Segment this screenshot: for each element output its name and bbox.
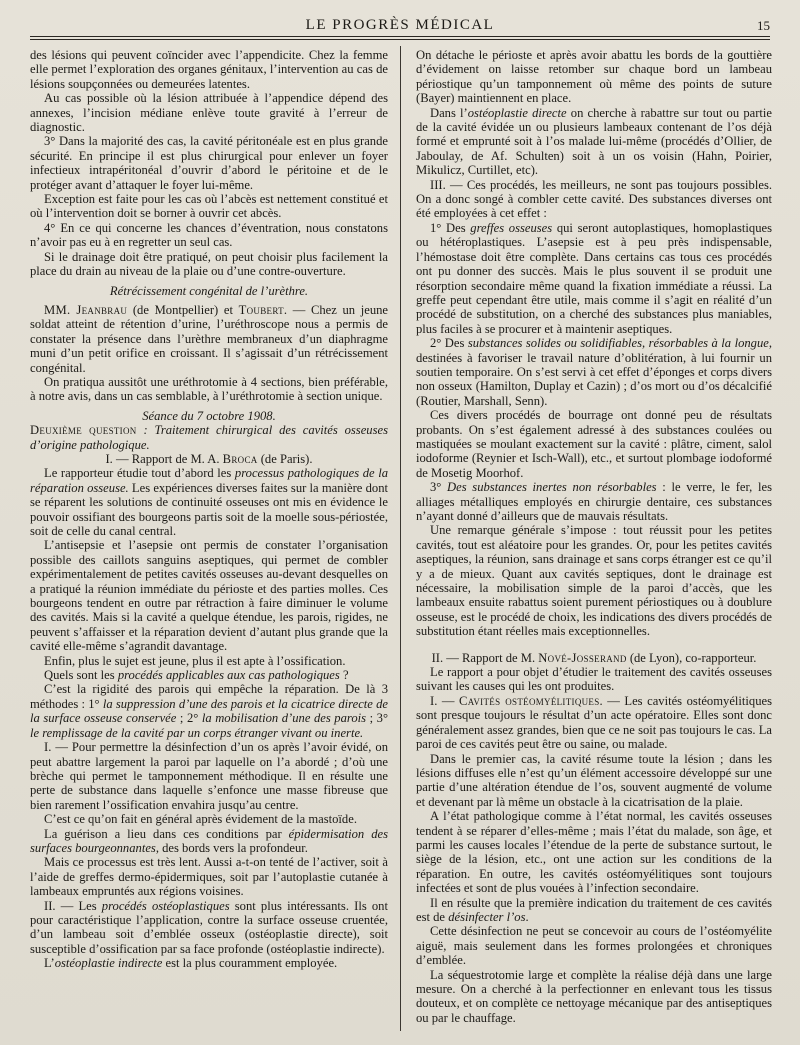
italic-run: procédés applicables aux cas pathologiques: [117, 668, 340, 683]
italic-run: ostéoplastie indirecte: [54, 956, 163, 971]
italic-run: épidermisation des surfaces bourgeonnantes: [30, 826, 388, 855]
text-run: .: [525, 909, 529, 924]
paragraph: L’antisepsie et l’asepsie ont permis de constater l’organisation possible des caillots sanguins aseptiques, qui permet de combler expérimentalement de petites cavités osseuses au-devant desquelles on a pratiqué la réunion immédiate du périoste et des parties molles. Ces bourgeons tendent en outre par rétraction à faire diminuer le volume des cavités. Mais si la cavité a quelque étendue, les parois, rigides, ne peuvent s’affaisser et la réparation devient d’autant plus grande que la cavité elle-même s’agrandit davantage.: [30, 538, 388, 654]
text-run: L’: [44, 956, 55, 971]
paragraph: Mais ce processus est très lent. Aussi a-t-on tenté de l’activer, soit à l’aide de greffes dermo-épidermiques, soit par l’autoplastie cutanée à lambeaux empruntés aux régions voisines.: [30, 855, 388, 899]
text-run: II. — Rapport de M.: [431, 650, 539, 665]
text-run: 1° Des: [430, 220, 471, 235]
left-column: [30, 48, 388, 971]
text-run: (de Montpellier) et: [127, 302, 239, 317]
page-number: 15: [757, 18, 770, 33]
text-run: Dans l’: [430, 105, 468, 120]
journal-title: LE PROGRÈS MÉDICAL: [305, 16, 495, 33]
text-run: Le rapporteur étudie tout d’abord les: [44, 466, 235, 481]
text-run: est la plus couramment employée.: [162, 956, 338, 971]
paragraph: [416, 694, 772, 752]
paragraph: [416, 106, 772, 178]
paragraph: Si le drainage doit être pratiqué, on peut choisir plus facilement la place du drain au niveau de la plaie ou d’une contre-ouverture.: [30, 249, 388, 279]
author-name: MM. Jeanbrau: [44, 302, 128, 317]
text-run: qui seront autoplastiques, homoplastiques ou hétéroplastiques. L’asepsie est à peu près indispensable, l’hémostase doit être complète. Dans certains cas tous ces procédés ont pu donner des succès. Mais le plus souvent il se produit une résorption secondaire même quand la fixation immédiate a réussi. La greffe peut cependant être utile, mais comme il s’agit en réalité d’un procédé de substitution, on a cherché des substances plus maniables, plus faciles à se procurer et à maintenir aseptiques.: [416, 220, 772, 336]
question-title: : Traitement chirurgical des cavités osseuses d’origine pathologique.: [30, 423, 388, 452]
italic-run: désinfecter l’os: [448, 909, 526, 924]
paragraph: Le rapport a pour objet d’étudier le traitement des cavités osseuses suivant les causes qui les ont produites.: [416, 665, 772, 694]
header-rule-bottom: [30, 39, 770, 40]
italic-run: processus pathologiques de la réparation osseuse.: [30, 466, 389, 495]
paragraph: 3° Dans la majorité des cas, la cavité péritonéale est en plus grande sécurité. En principe il est plus chirurgical pour enlever un foyer infectieux intrapéritonéal d’ouvrir d’abord le péritoine et de le protéger avant d’attaquer le foyer lui-même.: [30, 134, 388, 192]
question-label: Deuxième question: [30, 423, 137, 438]
text-run: ; 3°: [366, 711, 388, 726]
right-column: [416, 48, 772, 1025]
paragraph: Au cas possible où la lésion attribuée à l’appendice dépend des annexes, l’incision médiane enlève toute gravité à l’erreur de diagnostic.: [30, 91, 388, 135]
paragraph: [416, 336, 772, 408]
italic-run: le remplissage de la cavité par un corps étranger vivant ou inerte.: [30, 725, 364, 740]
paragraph: On pratiqua aussitôt une uréthrotomie à 4 sections, bien préférable, à notre avis, dans un cas semblable, à l’uréthrotomie à section unique.: [30, 374, 388, 404]
paragraph: [30, 303, 388, 375]
paragraph: Une remarque générale s’impose : tout réussit pour les petites cavités, tout est aléatoire pour les grandes. Or, pour les petites cavités aseptiques, la réunion, sans drainage et sans corps étranger est ce qu’il y a de mieux. Quant aux cavités septiques, dont le drainage est nécessaire, la mobilisation simple de la paroi d’accès, que les lambeaux ensuite rabattus soient purement périostiques ou à doublure osseuse, est le procédé de choix, les indications des divers procédés de substitution étant réelles mais exceptionnelles.: [416, 523, 772, 639]
paragraph: des lésions qui peuvent coïncider avec l’appendicite. Chez la femme elle permet l’exploration des organes génitaux, l’intervention au cas de lésions soupçonnées ou demeurées latentes.: [30, 48, 388, 91]
text-run: C’est la rigidité des parois qui empêche la réparation. De là 3 méthodes : 1°: [30, 682, 388, 711]
question-heading: [30, 423, 388, 452]
paragraph: 4° En ce qui concerne les chances d’éventration, nous constatons n’avoir pas eu à en regretter un seul cas.: [30, 220, 388, 250]
text-run: ; 2°: [176, 711, 202, 726]
text-run: , des bords vers la profondeur.: [155, 840, 308, 855]
session-date: Séance du 7 octobre 1908.: [142, 408, 276, 423]
text-run: . — Chez un jeune soldat atteint de rétention d’urine, l’uréthroscope nous a permis de constater la présence dans l’urèthre membraneux d’un diaphragme muni d’un petit orifice en croissant. Il s’agissait d’un rétrécissement congénital.: [30, 302, 388, 375]
italic-run: substances solides ou solidifiables, résorbables à la longue: [467, 336, 769, 351]
paragraph: Ces divers procédés de bourrage ont donné peu de résultats probants. On s’est également adressé à des substances coulées ou mastiquées se moulant exactement sur la cavité : plâtre, ciment, salol iodoforme (Reynier et Isch-Wall), etc., et surtout plombage iodoformé de Mosetig Moorhof.: [416, 408, 772, 480]
text-run: on cherche à rabattre sur tout ou partie de la cavité évidée un ou plusieurs lambeaux contenant de l’os déjà formé et emprunté soit à l’os malade lui-même (procédés d’Ollier, de Jaboulay, de Af. Schulten) soit à un os voisin (Hahn, Poirier, Mikulicz, Curtillet, etc).: [416, 105, 772, 178]
paragraph: On détache le périoste et après avoir abattu les bords de la gouttière d’évidement on laisse retomber sur chaque bord un lambeau périostique qu’un tamponnement où même des points de suture (Bayer) maintiennent en place.: [416, 48, 772, 106]
paragraph: C’est ce qu’on fait en général après évidement de la mastoïde.: [44, 812, 357, 827]
author-name: Broca: [222, 451, 258, 466]
text-run: II. — Les: [44, 898, 102, 913]
section-heading: Rétrécissement congénital de l’urèthre.: [109, 283, 309, 298]
text-run: Les expériences diverses faites sur la manière dont se réparent les solutions de continuité osseuses ont mis en évidence le pouvoir ossifiant des bourgeons partis soit de la moelle sous-périostée, soit de celle du canal central.: [30, 480, 388, 538]
text-run: I. — Rapport de M. A.: [105, 451, 223, 466]
italic-run: Des substances inertes non résorbables: [447, 480, 657, 495]
report-heading: [30, 452, 388, 466]
text-run: sont plus intéressants. Ils ont pour caractéristique l’application, contre la surface osseuse cruentée, d’un lambeau soit d’emblée osseux (ostéoplastie directe), soit susceptible d’ossification par sa face profonde (ostéoplastie indirecte).: [30, 898, 388, 956]
text-run: La guérison a lieu dans ces conditions par: [44, 826, 289, 841]
text-run: Il en résulte que la première indication du traitement de ces cavités est de: [416, 895, 772, 924]
column-divider: [400, 46, 401, 1031]
paragraph: [30, 682, 388, 740]
paragraph: Cette désinfection ne peut se concevoir au cours de l’ostéomyélite aiguë, mais seulement dans les formes prolongées et chroniques d’emblée.: [416, 924, 772, 968]
text-run: : le verre, le fer, les alliages métalliques employés en chirurgie dentaire, ces substances n’ayant donné d’ailleurs que de mauvais résultats.: [416, 480, 772, 523]
paragraph: [30, 668, 388, 682]
paragraph: A l’état pathologique comme à l’état normal, les cavités osseuses tendent à se réparer d’elles-même ; mais l’état du malade, son âge, et parmi les causes locales l’étendue de la perte de substance surtout, le siège de la lésion, etc., ont une action sur les conditions de la réparation. En outre, les cavités ostéomyélitiques sont toujours infectées et sont de plus vouées à l’infection secondaire.: [416, 809, 772, 896]
text-run: Quels sont les: [44, 668, 118, 683]
text-run: (de Paris).: [257, 451, 313, 466]
text-run: . — Les cavités ostéomyélitiques sont presque toujours le résultat d’un acte opératoire. Elles sont donc généralement assez grandes, bien que ce ne soit pas toujours le cas. La paroi de ces cavités peut être ou saine, ou malade.: [416, 693, 772, 752]
italic-run: ostéoplastie directe: [467, 105, 567, 120]
text-run: , destinées à favoriser le travail nature d’oblitération, à lui fournir un soutien temporaire. On s’est servi à cet effet d’éponges et corps divers non osseux (Hamilton, Duplay et Cazin) ; d’os mort ou d’os décalcifié (Routier, Marshall, Senn).: [416, 336, 772, 408]
paragraph: [416, 480, 772, 523]
paragraph: III. — Ces procédés, les meilleurs, ne sont pas toujours possibles. On a donc songé à combler cette cavité. Des substances diverses ont été employées à cet effet :: [416, 177, 772, 221]
paragraph: [30, 466, 388, 538]
author-name: Toubert: [238, 302, 284, 317]
paragraph: [30, 899, 388, 957]
paragraph: Enfin, plus le sujet est jeune, plus il est apte à l’ossification.: [44, 653, 346, 668]
text-run: (de Lyon), co-rapporteur.: [626, 650, 757, 665]
paragraph: Dans le premier cas, la cavité résume toute la lésion ; dans les lésions diffuses elle n’est qu’un élément accessoire développé sur une partie d’une altération étendue de l’os, souvent augmenté de volume et devenant par là même un obstacle à la cicatrisation de la plaie.: [416, 751, 772, 809]
text-run: I. —: [430, 693, 460, 708]
paragraph: [416, 221, 772, 336]
text-run: 2° Des: [430, 336, 468, 351]
text-run: ?: [339, 668, 349, 683]
paragraph: [30, 956, 388, 970]
italic-run: greffes osseuses: [470, 220, 553, 235]
report-heading: [416, 651, 772, 665]
text-run: 3°: [430, 480, 448, 495]
author-name: Nové-Josserand: [538, 650, 627, 665]
running-header: [30, 14, 770, 36]
paragraph: La séquestrotomie large et complète la réalise déjà dans une large mesure. On a cherché à la perfectionner en enlevant tous les tissus douteux, et on complète ce nettoyage mécanique par des antiseptiques ou par le chauffage.: [416, 967, 772, 1025]
italic-run: la suppression d’une des parois et la cicatrice directe de la surface osseuse conservée: [30, 696, 388, 726]
paragraph: I. — Pour permettre la désinfection d’un os après l’avoir évidé, on peut abattre largement la paroi par laquelle on l’a abordé ; d’où une brèche qui permet le tamponnement méthodique. Il en résulte une perte de substance dans laquelle s’enfonce une masse fibreuse que bien rarement l’ossification envahira jusqu’au centre.: [30, 740, 388, 812]
paragraph: Exception est faite pour les cas où l’abcès est nettement constitué et où l’intervention doit se borner à ouvrir cet abcès.: [30, 192, 388, 221]
italic-run: la mobilisation d’une des parois: [201, 711, 367, 726]
paragraph: [30, 827, 388, 856]
paragraph: [416, 896, 772, 925]
italic-run: procédés ostéoplastiques: [101, 898, 230, 913]
small-caps-run: Cavités ostéomyélitiques: [459, 693, 600, 708]
header-rule-top: [30, 36, 770, 37]
